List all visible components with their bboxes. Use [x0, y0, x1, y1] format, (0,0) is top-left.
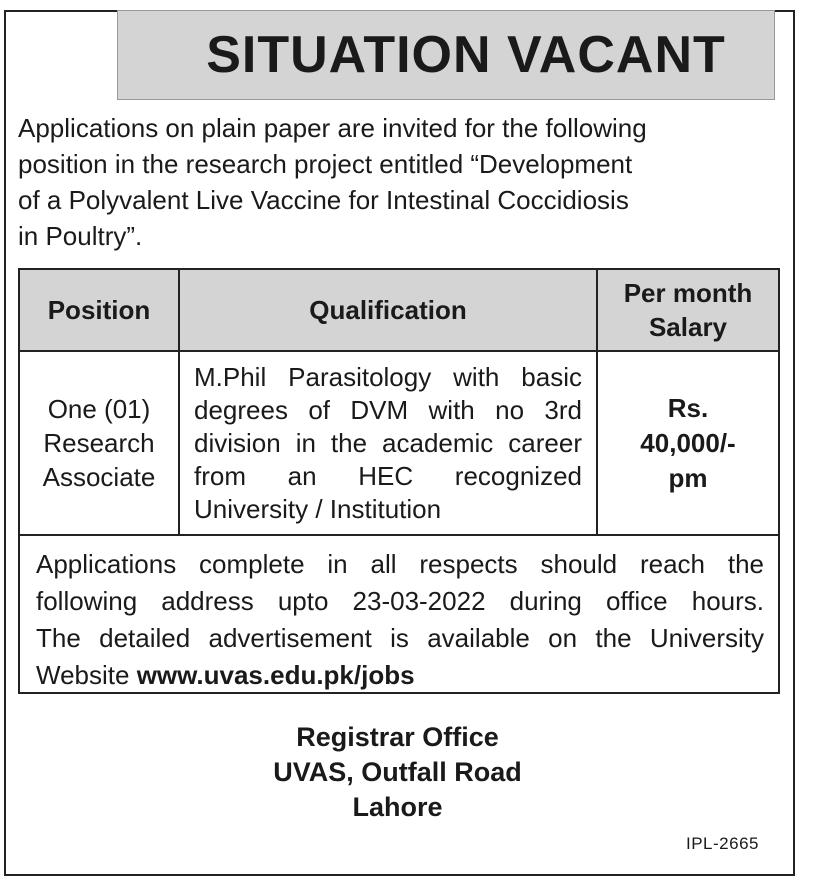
title-banner — [117, 10, 775, 100]
address-line: Lahore — [352, 792, 443, 822]
address-block — [0, 720, 795, 825]
table-row — [19, 351, 779, 535]
header-salary-line: Per month — [623, 278, 753, 308]
ref-code: IPL-2665 — [686, 834, 759, 853]
positions-table — [18, 268, 780, 536]
qualification-line: from an HEC recognized — [194, 460, 582, 491]
position-line: Research — [43, 428, 155, 458]
qualification-line: M.Phil Parasitology with basic — [194, 361, 582, 392]
header-position: Position — [19, 269, 179, 351]
intro-paragraph — [18, 110, 783, 254]
table-header-row — [19, 269, 779, 351]
header-salary-line: Salary — [648, 312, 728, 342]
position-line: One (01) — [47, 394, 151, 424]
website-url: www.uvas.edu.pk/jobs — [136, 660, 415, 690]
intro-line: Applications on plain paper are invited for the following — [18, 113, 647, 143]
ad-title: SITUATION VACANT — [206, 26, 726, 84]
website-line — [36, 657, 764, 694]
position-cell — [19, 351, 179, 535]
salary-line: pm — [668, 462, 708, 493]
qualification-line: division in the academic career — [194, 427, 582, 458]
website-prefix: Website — [36, 660, 130, 690]
header-qualification: Qualification — [179, 269, 597, 351]
closing-line: Applications complete in all respects should reach the — [36, 549, 764, 579]
position-line: Associate — [42, 462, 156, 492]
address-line: UVAS, Outfall Road — [273, 757, 522, 787]
closing-line: following address upto 23-03-2022 during office hours. — [36, 586, 764, 616]
intro-line: in Poultry”. — [18, 221, 143, 251]
header-salary — [597, 269, 779, 351]
closing-line: The detailed advertisement is available on the University — [36, 623, 764, 653]
salary-line: Rs. — [667, 392, 709, 423]
closing-paragraph — [18, 534, 780, 694]
address-line: Registrar Office — [296, 722, 499, 752]
qualification-line: degrees of DVM with no 3rd — [194, 394, 582, 425]
intro-line: position in the research project entitled “Development — [18, 149, 633, 179]
qualification-cell — [179, 351, 597, 535]
salary-line: 40,000/- — [640, 427, 736, 458]
salary-cell — [597, 351, 779, 535]
qualification-line: University / Institution — [194, 493, 442, 524]
intro-line: of a Polyvalent Live Vaccine for Intestinal Coccidiosis — [18, 185, 629, 215]
